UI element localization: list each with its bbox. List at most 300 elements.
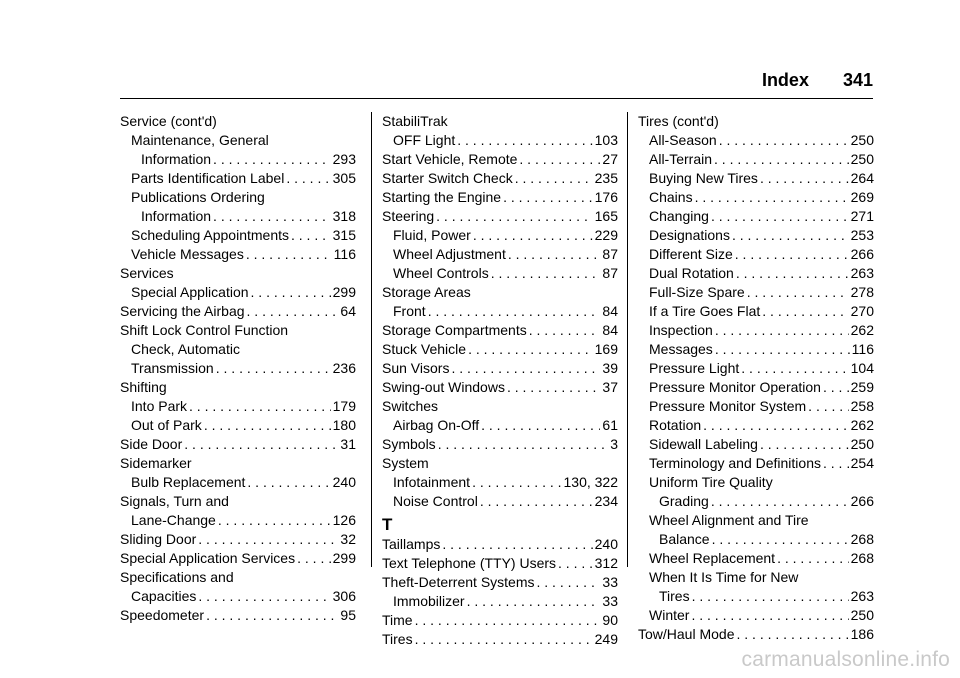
dot-leader <box>436 207 592 226</box>
dot-leader <box>438 435 609 454</box>
entry-page-number: 263 <box>850 588 874 604</box>
index-entry <box>638 207 874 226</box>
index-entry <box>120 283 356 302</box>
dot-leader <box>198 587 330 606</box>
dot-leader <box>703 416 848 435</box>
index-letter-heading: T <box>382 515 393 534</box>
index-entry <box>638 435 874 454</box>
entry-page-number: 250 <box>850 436 874 452</box>
index-entry <box>120 321 356 340</box>
dot-leader <box>297 549 331 568</box>
dot-leader <box>428 302 601 321</box>
entry-page-number: 176 <box>594 189 618 205</box>
entry-label: Storage Areas <box>382 284 471 300</box>
entry-label: Rotation <box>649 417 702 433</box>
dot-leader <box>760 169 849 188</box>
index-entry <box>382 207 618 226</box>
index-entry <box>382 435 618 454</box>
entry-page-number: 250 <box>850 151 874 167</box>
entry-label: Terminology and Definitions <box>649 455 821 471</box>
entry-label: Shift Lock Control Function <box>120 322 289 338</box>
index-entry <box>120 492 356 511</box>
entry-label: Wheel Adjustment <box>393 246 506 262</box>
entry-page-number: 250 <box>850 607 874 623</box>
index-entry <box>638 606 874 625</box>
entry-page-number: 258 <box>850 398 874 414</box>
entry-label: Designations <box>649 227 730 243</box>
index-entry <box>638 492 874 511</box>
index-entry <box>382 359 618 378</box>
dot-leader <box>529 321 601 340</box>
dot-leader <box>204 416 331 435</box>
dot-leader <box>735 245 849 264</box>
entry-label: Taillamps <box>382 536 441 552</box>
dot-leader <box>457 131 592 150</box>
entry-page-number: 180 <box>332 417 356 433</box>
entry-page-number: 240 <box>594 536 618 552</box>
entry-page-number: 84 <box>602 303 618 319</box>
dot-leader <box>218 511 331 530</box>
entry-page-number: 236 <box>332 360 356 376</box>
dot-leader <box>537 573 601 592</box>
entry-page-number: 130, 322 <box>563 474 618 490</box>
index-entry <box>638 226 874 245</box>
entry-label: Wheel Alignment and Tire <box>649 512 809 528</box>
index-entry <box>120 473 356 492</box>
index-title: Index <box>761 70 809 90</box>
entry-label: Theft-Deterrent Systems <box>382 574 535 590</box>
dot-leader <box>714 150 849 169</box>
watermark: carmanualsonline.info <box>741 648 950 671</box>
entry-page-number: 306 <box>332 588 356 604</box>
dot-leader <box>198 530 338 549</box>
page-number: 341 <box>842 70 873 90</box>
page-header <box>762 70 873 91</box>
entry-page-number: 39 <box>602 360 618 376</box>
dot-leader <box>741 359 848 378</box>
index-entry <box>638 188 874 207</box>
index-entry <box>382 554 618 573</box>
entry-label: Bulb Replacement <box>131 474 246 490</box>
entry-page-number: 262 <box>850 322 874 338</box>
index-entry <box>638 359 874 378</box>
entry-label: Infotainment <box>393 474 471 490</box>
entry-page-number: 250 <box>850 132 874 148</box>
index-entry <box>382 283 618 302</box>
dot-leader <box>519 150 600 169</box>
entry-label: Out of Park <box>131 417 202 433</box>
entry-page-number: 3 <box>610 436 618 452</box>
dot-leader <box>291 226 331 245</box>
dot-leader <box>692 587 849 606</box>
dot-leader <box>251 283 331 302</box>
entry-label: Messages <box>649 341 713 357</box>
entry-label: Fluid, Power <box>393 227 471 243</box>
index-entry <box>638 245 874 264</box>
index-entry <box>120 207 356 226</box>
entry-label: Check, Automatic <box>131 341 240 357</box>
index-entry <box>638 112 874 131</box>
column-divider <box>627 112 628 567</box>
index-entry <box>638 264 874 283</box>
dot-leader <box>715 340 850 359</box>
entry-label: Shifting <box>120 379 167 395</box>
index-entry <box>382 630 618 649</box>
dot-leader <box>719 131 849 150</box>
entry-page-number: 87 <box>602 265 618 281</box>
entry-label: Text Telephone (TTY) Users <box>382 555 557 571</box>
dot-leader <box>503 188 593 207</box>
entry-page-number: 90 <box>602 612 618 628</box>
entry-label: Airbag On-Off <box>393 417 480 433</box>
entry-page-number: 262 <box>850 417 874 433</box>
entry-label: Wheel Replacement <box>649 550 776 566</box>
entry-page-number: 179 <box>332 398 356 414</box>
index-entry <box>638 511 874 530</box>
index-entry <box>638 302 874 321</box>
index-entry <box>382 454 618 473</box>
dot-leader <box>823 378 849 397</box>
dot-leader <box>711 207 849 226</box>
dot-leader <box>216 359 331 378</box>
index-entry <box>120 188 356 207</box>
index-entry <box>382 302 618 321</box>
entry-page-number: 249 <box>594 631 618 647</box>
entry-label: OFF Light <box>393 132 456 148</box>
entry-label: Chains <box>649 189 693 205</box>
dot-leader <box>823 454 849 473</box>
index-column-2 <box>382 112 618 649</box>
entry-label: System <box>382 455 429 471</box>
index-entry <box>382 473 618 492</box>
entry-page-number: 27 <box>602 151 618 167</box>
entry-page-number: 234 <box>594 493 618 509</box>
header-rule <box>120 98 873 99</box>
entry-page-number: 32 <box>340 531 356 547</box>
entry-label: Tires <box>382 631 413 647</box>
entry-page-number: 268 <box>850 550 874 566</box>
entry-page-number: 254 <box>850 455 874 471</box>
entry-label: Parts Identification Label <box>131 170 285 186</box>
dot-leader <box>760 435 849 454</box>
entry-page-number: 116 <box>851 341 874 357</box>
entry-label: Service (cont'd) <box>120 113 217 129</box>
entry-page-number: 33 <box>602 574 618 590</box>
index-entry <box>638 169 874 188</box>
entry-page-number: 126 <box>332 512 356 528</box>
entry-label: All-Terrain <box>649 151 713 167</box>
index-entry <box>382 264 618 283</box>
index-entry <box>382 226 618 245</box>
index-entry <box>638 283 874 302</box>
entry-label: Lane-Change <box>131 512 216 528</box>
entry-label: Sidewall Labeling <box>649 436 758 452</box>
entry-label: Signals, Turn and <box>120 493 229 509</box>
index-entry <box>120 587 356 606</box>
index-entry <box>638 397 874 416</box>
index-entry <box>638 625 874 644</box>
entry-label: Pressure Monitor Operation <box>649 379 821 395</box>
entry-page-number: 169 <box>594 341 618 357</box>
index-entry <box>120 226 356 245</box>
index-entry <box>120 131 356 150</box>
index-entry <box>382 150 618 169</box>
index-entry <box>382 535 618 554</box>
entry-page-number: 318 <box>332 208 356 224</box>
index-entry <box>382 131 618 150</box>
index-entry <box>382 169 618 188</box>
dot-leader <box>189 397 331 416</box>
entry-label: Tires (cont'd) <box>638 113 719 129</box>
entry-label: Maintenance, General <box>131 132 269 148</box>
entry-label: All-Season <box>649 132 717 148</box>
index-entry <box>120 378 356 397</box>
index-entry <box>382 492 618 511</box>
dot-leader <box>715 321 849 340</box>
dot-leader <box>711 492 849 511</box>
entry-label: Noise Control <box>393 493 478 509</box>
dot-leader <box>206 606 338 625</box>
index-entry <box>638 454 874 473</box>
dot-leader <box>507 378 600 397</box>
dot-leader <box>515 169 593 188</box>
entry-label: Starting the Engine <box>382 189 502 205</box>
index-entry <box>382 397 618 416</box>
entry-page-number: 84 <box>602 322 618 338</box>
index-entry <box>638 473 874 492</box>
entry-page-number: 315 <box>332 227 356 243</box>
entry-label: Pressure Light <box>649 360 740 376</box>
dot-leader <box>442 535 592 554</box>
dot-leader <box>747 283 849 302</box>
entry-page-number: 270 <box>850 303 874 319</box>
index-column-3 <box>638 112 874 644</box>
entry-page-number: 95 <box>340 607 356 623</box>
dot-leader <box>712 530 849 549</box>
entry-label: Servicing the Airbag <box>120 303 245 319</box>
index-entry <box>638 340 874 359</box>
entry-page-number: 64 <box>340 303 356 319</box>
entry-label: Dual Rotation <box>649 265 734 281</box>
index-entry <box>120 454 356 473</box>
entry-label: Switches <box>382 398 439 414</box>
entry-label: Capacities <box>131 588 197 604</box>
dot-leader <box>762 302 848 321</box>
entry-label: Vehicle Messages <box>131 246 244 262</box>
index-entry <box>120 340 356 359</box>
entry-label: When It Is Time for New <box>649 569 799 585</box>
entry-page-number: 186 <box>850 626 874 642</box>
entry-label: If a Tire Goes Flat <box>649 303 761 319</box>
index-entry <box>120 245 356 264</box>
dot-leader <box>732 226 849 245</box>
entry-label: Storage Compartments <box>382 322 527 338</box>
index-column-1 <box>120 112 356 625</box>
index-entry <box>120 397 356 416</box>
index-entry <box>382 592 618 611</box>
dot-leader <box>467 592 601 611</box>
entry-page-number: 103 <box>594 132 618 148</box>
dot-leader <box>247 302 339 321</box>
dot-leader <box>213 150 331 169</box>
entry-label: Stuck Vehicle <box>382 341 467 357</box>
dot-leader <box>481 416 600 435</box>
entry-page-number: 31 <box>340 436 356 452</box>
index-entry <box>638 549 874 568</box>
dot-leader <box>695 188 849 207</box>
entry-label: Immobilizer <box>393 593 465 609</box>
entry-page-number: 271 <box>850 208 874 224</box>
entry-page-number: 299 <box>332 284 356 300</box>
entry-label: Grading <box>659 493 709 509</box>
entry-label: Time <box>382 612 413 628</box>
entry-page-number: 269 <box>850 189 874 205</box>
entry-label: Publications Ordering <box>131 189 265 205</box>
dot-leader <box>247 473 330 492</box>
entry-label: Swing-out Windows <box>382 379 505 395</box>
entry-label: Side Door <box>120 436 183 452</box>
entry-label: Sun Visors <box>382 360 450 376</box>
entry-page-number: 116 <box>333 246 356 262</box>
entry-label: Different Size <box>649 246 733 262</box>
index-entry <box>120 302 356 321</box>
dot-leader <box>213 207 331 226</box>
index-entry <box>120 568 356 587</box>
entry-label: Changing <box>649 208 709 224</box>
index-entry <box>638 416 874 435</box>
index-entry <box>638 150 874 169</box>
entry-label: Into Park <box>131 398 188 414</box>
entry-label: Inspection <box>649 322 713 338</box>
entry-label: Special Application <box>131 284 249 300</box>
dot-leader <box>246 245 332 264</box>
index-entry <box>382 112 618 131</box>
entry-label: Services <box>120 265 174 281</box>
index-entry <box>382 188 618 207</box>
entry-label: Transmission <box>131 360 214 376</box>
entry-page-number: 293 <box>332 151 356 167</box>
entry-page-number: 278 <box>850 284 874 300</box>
entry-label: Balance <box>659 531 710 547</box>
index-entry <box>120 264 356 283</box>
entry-label: Symbols <box>382 436 436 452</box>
dot-leader <box>468 340 593 359</box>
index-entry <box>382 321 618 340</box>
dot-leader <box>451 359 600 378</box>
index-entry <box>382 245 618 264</box>
index-entry <box>638 131 874 150</box>
index-entry <box>120 416 356 435</box>
index-entry <box>120 112 356 131</box>
entry-page-number: 299 <box>332 550 356 566</box>
entry-label: Steering <box>382 208 435 224</box>
entry-page-number: 266 <box>850 493 874 509</box>
index-entry <box>382 611 618 630</box>
index-entry <box>638 378 874 397</box>
entry-page-number: 259 <box>850 379 874 395</box>
dot-leader <box>415 611 601 630</box>
entry-label: Speedometer <box>120 607 205 623</box>
dot-leader <box>508 245 601 264</box>
entry-label: Wheel Controls <box>393 265 489 281</box>
entry-label: Sliding Door <box>120 531 197 547</box>
entry-label: Information <box>141 151 212 167</box>
index-entry <box>120 530 356 549</box>
entry-label: Front <box>393 303 426 319</box>
dot-leader <box>808 397 848 416</box>
entry-label: Sidemarker <box>120 455 192 471</box>
dot-leader <box>184 435 338 454</box>
entry-label: StabiliTrak <box>382 113 448 129</box>
dot-leader <box>472 473 561 492</box>
dot-leader <box>736 264 849 283</box>
dot-leader <box>415 630 593 649</box>
entry-label: Pressure Monitor System <box>649 398 807 414</box>
entry-page-number: 305 <box>332 170 356 186</box>
index-entry <box>638 321 874 340</box>
index-entry <box>120 549 356 568</box>
entry-page-number: 37 <box>602 379 618 395</box>
entry-page-number: 104 <box>850 360 874 376</box>
entry-label: Scheduling Appointments <box>131 227 289 243</box>
column-divider <box>371 112 372 567</box>
entry-label: Buying New Tires <box>649 170 758 186</box>
dot-leader <box>558 554 593 573</box>
entry-page-number: 33 <box>602 593 618 609</box>
index-entry <box>120 606 356 625</box>
index-entry <box>382 378 618 397</box>
entry-label: Tow/Haul Mode <box>638 626 735 642</box>
index-entry <box>382 340 618 359</box>
dot-leader <box>737 625 849 644</box>
entry-page-number: 165 <box>594 208 618 224</box>
index-entry <box>382 573 618 592</box>
index-entry <box>120 150 356 169</box>
dot-leader <box>777 549 849 568</box>
index-entry <box>638 587 874 606</box>
entry-page-number: 235 <box>594 170 618 186</box>
entry-page-number: 87 <box>602 246 618 262</box>
entry-page-number: 266 <box>850 246 874 262</box>
entry-label: Winter <box>649 607 690 623</box>
index-entry <box>638 530 874 549</box>
entry-page-number: 312 <box>594 555 618 571</box>
entry-label: Starter Switch Check <box>382 170 513 186</box>
entry-label: Full-Size Spare <box>649 284 745 300</box>
index-entry <box>382 416 618 435</box>
entry-label: Tires <box>659 588 690 604</box>
index-entry <box>120 511 356 530</box>
dot-leader <box>691 606 848 625</box>
entry-label: Specifications and <box>120 569 234 585</box>
entry-page-number: 253 <box>850 227 874 243</box>
entry-label: Information <box>141 208 212 224</box>
dot-leader <box>286 169 330 188</box>
entry-label: Start Vehicle, Remote <box>382 151 518 167</box>
entry-page-number: 263 <box>850 265 874 281</box>
entry-page-number: 264 <box>850 170 874 186</box>
dot-leader <box>473 226 593 245</box>
entry-page-number: 240 <box>332 474 356 490</box>
entry-page-number: 268 <box>850 531 874 547</box>
entry-label: Special Application Services <box>120 550 296 566</box>
index-entry <box>638 568 874 587</box>
dot-leader <box>491 264 601 283</box>
index-entry <box>120 169 356 188</box>
index-entry <box>120 359 356 378</box>
dot-leader <box>480 492 593 511</box>
entry-page-number: 61 <box>602 417 618 433</box>
